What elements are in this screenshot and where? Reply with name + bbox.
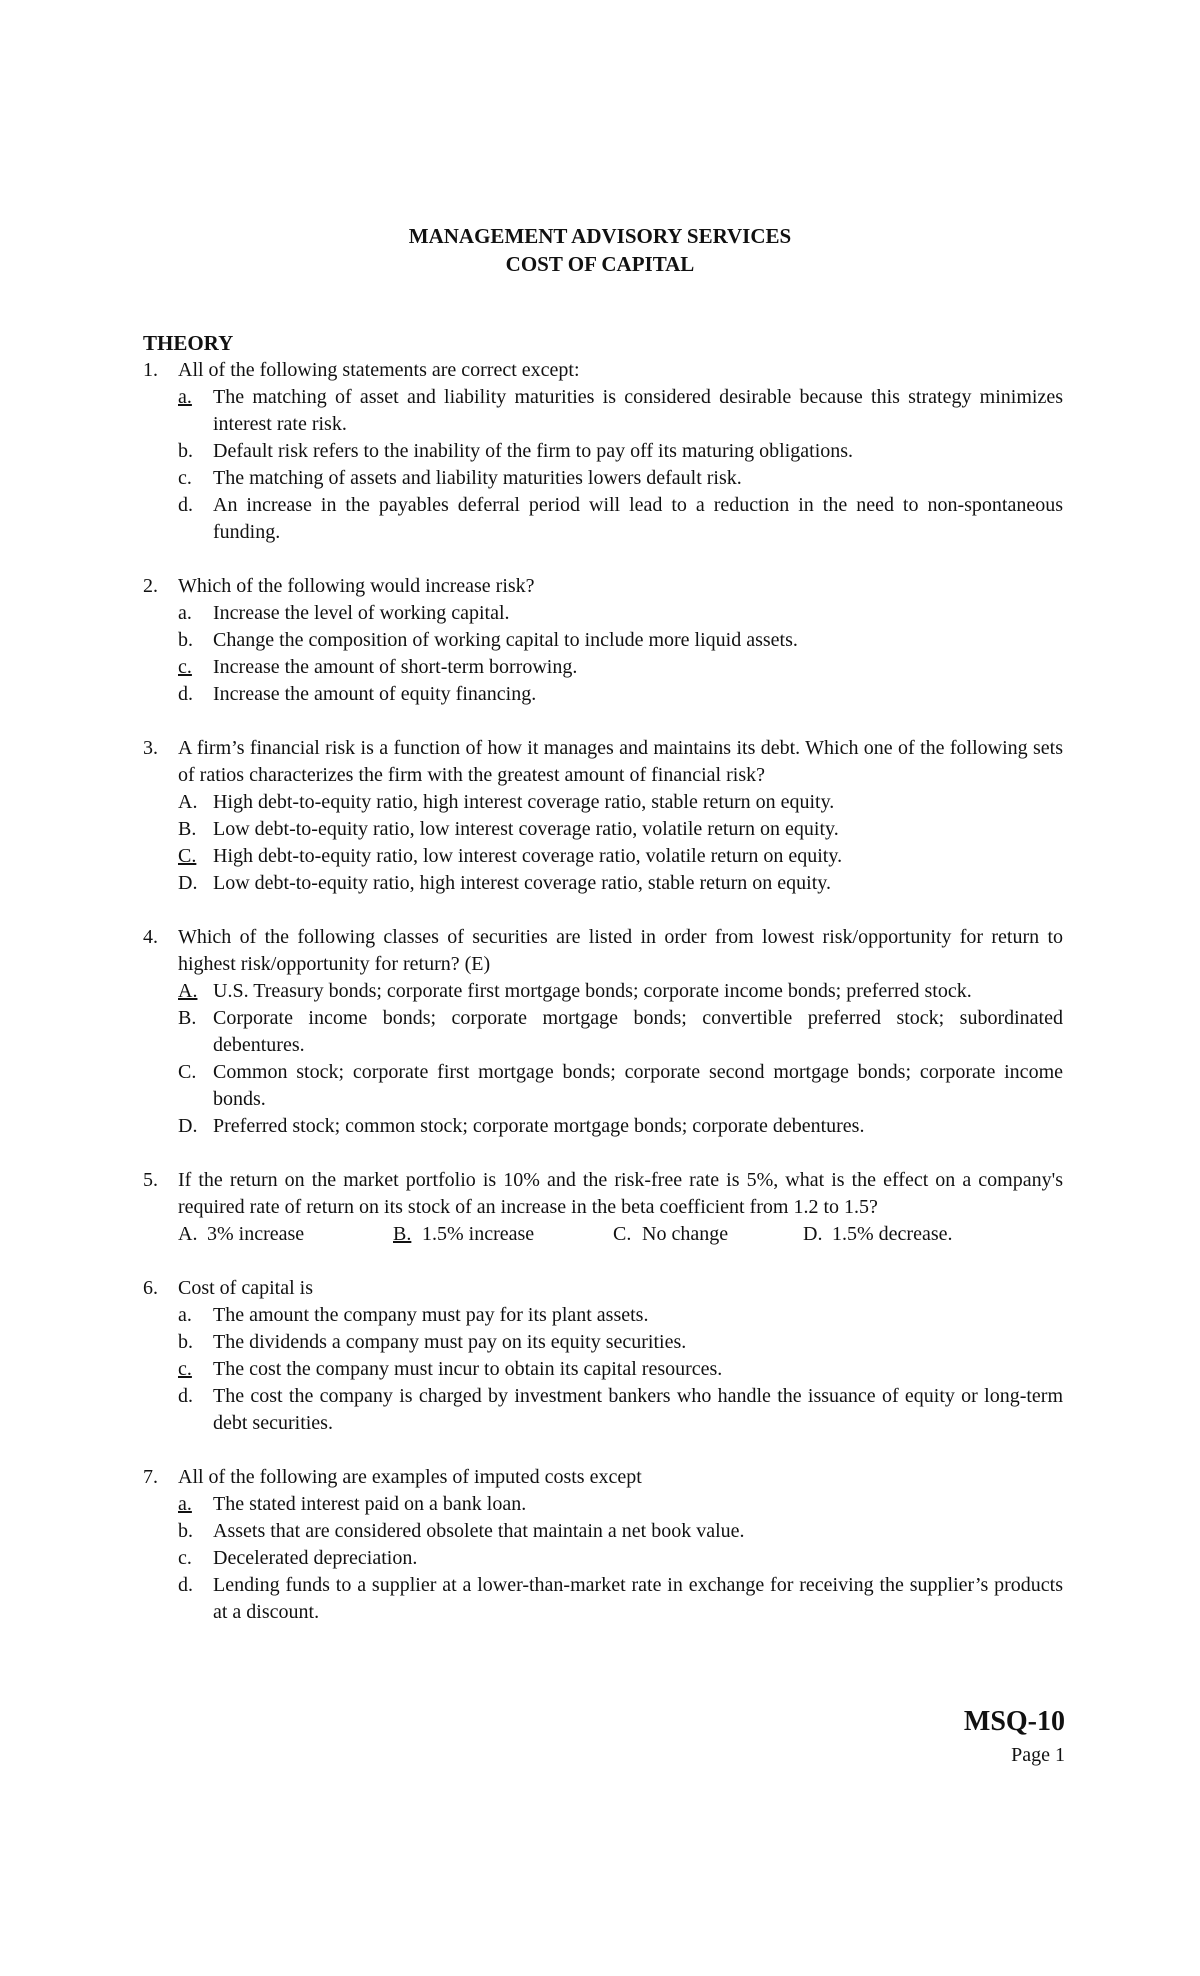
question-text: All of the following are examples of imputed costs except <box>178 1466 642 1488</box>
option-item <box>178 789 1063 816</box>
option-item <box>178 1383 1063 1437</box>
option-letter-correct: A. <box>178 980 198 1002</box>
option-text: Corporate income bonds; corporate mortgage bonds; convertible preferred stock; subordinated debentures. <box>213 1007 1063 1056</box>
page-number: Page 1 <box>1011 1744 1065 1766</box>
option-text: No change <box>642 1223 729 1245</box>
option-item <box>178 1545 1063 1572</box>
section-heading: THEORY <box>143 331 234 355</box>
option-letter: B. <box>178 818 197 840</box>
option-text: An increase in the payables deferral period will lead to a reduction in the need to non-spontaneous funding. <box>213 494 1063 543</box>
question-2 <box>143 573 1063 708</box>
question-number: 4. <box>143 926 158 948</box>
option-item <box>178 681 1063 708</box>
option-item <box>178 465 1063 492</box>
question-3 <box>143 735 1063 897</box>
option-letter: b. <box>178 629 193 651</box>
option-text: The matching of asset and liability maturities is considered desirable because this strategy minimizes interest rate risk. <box>213 386 1063 435</box>
question-text: Which of the following classes of securities are listed in order from lowest risk/opportunity for return to highest risk/opportunity for return? (E) <box>178 926 1063 975</box>
option-item <box>178 1221 393 1248</box>
option-letter: d. <box>178 1385 193 1407</box>
option-letter: d. <box>178 1574 193 1596</box>
option-letter: B. <box>178 1007 197 1029</box>
option-item <box>178 816 1063 843</box>
option-text: Assets that are considered obsolete that maintain a net book value. <box>213 1520 745 1542</box>
option-text: 1.5% decrease. <box>832 1223 953 1245</box>
option-text: High debt-to-equity ratio, low interest coverage ratio, volatile return on equity. <box>213 845 843 867</box>
option-letter: c. <box>178 467 192 489</box>
option-text: Preferred stock; common stock; corporate mortgage bonds; corporate debentures. <box>213 1115 865 1137</box>
question-number: 6. <box>143 1277 158 1299</box>
option-item <box>178 1572 1063 1626</box>
option-text: 1.5% increase <box>422 1223 535 1245</box>
document-subtitle: COST OF CAPITAL <box>505 252 695 276</box>
option-text: Increase the amount of equity financing. <box>213 683 537 705</box>
question-4 <box>143 924 1063 1140</box>
option-item <box>178 1491 1063 1518</box>
option-list <box>178 978 1063 1140</box>
option-item <box>178 1059 1063 1113</box>
option-text: U.S. Treasury bonds; corporate first mortgage bonds; corporate income bonds; preferred stock. <box>213 980 972 1002</box>
option-text: The dividends a company must pay on its equity securities. <box>213 1331 687 1353</box>
option-text: Change the composition of working capital to include more liquid assets. <box>213 629 798 651</box>
question-text: Cost of capital is <box>178 1277 313 1299</box>
question-text: A firm’s financial risk is a function of how it manages and maintains its debt. Which one of the following sets of ratios characterizes the firm with the greatest amount of financial risk? <box>178 737 1063 786</box>
option-item <box>178 384 1063 438</box>
option-text: Low debt-to-equity ratio, high interest coverage ratio, stable return on equity. <box>213 872 831 894</box>
option-list-inline <box>178 1221 1063 1248</box>
option-text: 3% increase <box>207 1223 305 1245</box>
document-title: MANAGEMENT ADVISORY SERVICES <box>408 224 792 248</box>
option-text: The cost the company must incur to obtain its capital resources. <box>213 1358 723 1380</box>
option-letter: C. <box>178 1061 197 1083</box>
option-item <box>178 1005 1063 1059</box>
option-letter: C. <box>613 1223 632 1245</box>
question-number: 1. <box>143 359 158 381</box>
option-letter: A. <box>178 791 198 813</box>
document-header <box>0 222 1200 278</box>
option-letter: d. <box>178 683 193 705</box>
option-letter: b. <box>178 1520 193 1542</box>
option-item <box>178 870 1063 897</box>
option-item <box>178 1113 1063 1140</box>
option-letter: c. <box>178 1547 192 1569</box>
option-letter: a. <box>178 1304 192 1326</box>
document-code: MSQ-10 <box>963 1706 1065 1737</box>
question-text: Which of the following would increase risk? <box>178 575 535 597</box>
option-item <box>393 1221 613 1248</box>
question-number: 3. <box>143 737 158 759</box>
option-text: Decelerated depreciation. <box>213 1547 418 1569</box>
document-body <box>143 330 1063 1653</box>
option-item <box>178 1302 1063 1329</box>
option-letter-correct: c. <box>178 1358 192 1380</box>
question-text: If the return on the market portfolio is 10% and the risk-free rate is 5%, what is the effect on a company's required rate of return on its stock of an increase in the beta coefficient from 1.2 to 1.5? <box>178 1169 1063 1218</box>
option-letter: D. <box>178 1115 198 1137</box>
option-letter: D. <box>178 872 198 894</box>
option-text: Low debt-to-equity ratio, low interest coverage ratio, volatile return on equity. <box>213 818 839 840</box>
option-letter-correct: a. <box>178 386 192 408</box>
option-list <box>178 789 1063 897</box>
option-item <box>178 978 1063 1005</box>
option-text: Increase the amount of short-term borrowing. <box>213 656 578 678</box>
option-item <box>178 627 1063 654</box>
option-letter-correct: c. <box>178 656 192 678</box>
option-text: Lending funds to a supplier at a lower-than-market rate in exchange for receiving the supplier’s products at a discount. <box>213 1574 1063 1623</box>
option-letter: b. <box>178 440 193 462</box>
option-text: The stated interest paid on a bank loan. <box>213 1493 527 1515</box>
question-1 <box>143 357 1063 546</box>
option-text: Increase the level of working capital. <box>213 602 510 624</box>
option-item <box>178 654 1063 681</box>
option-list <box>178 1302 1063 1437</box>
option-letter: b. <box>178 1331 193 1353</box>
option-item <box>178 438 1063 465</box>
option-item <box>803 1221 1003 1248</box>
question-number: 7. <box>143 1466 158 1488</box>
question-5 <box>143 1167 1063 1248</box>
option-text: The amount the company must pay for its plant assets. <box>213 1304 649 1326</box>
option-item <box>613 1221 803 1248</box>
option-letter: A. <box>178 1223 198 1245</box>
option-letter-correct: B. <box>393 1223 412 1245</box>
option-letter: D. <box>803 1223 823 1245</box>
question-number: 5. <box>143 1169 158 1191</box>
option-item <box>178 843 1063 870</box>
question-text: All of the following statements are correct except: <box>178 359 580 381</box>
option-letter-correct: a. <box>178 1493 192 1515</box>
question-number: 2. <box>143 575 158 597</box>
option-list <box>178 384 1063 546</box>
question-7 <box>143 1464 1063 1626</box>
option-letter: a. <box>178 602 192 624</box>
option-letter-correct: C. <box>178 845 197 867</box>
question-6 <box>143 1275 1063 1437</box>
option-list <box>178 1491 1063 1626</box>
option-text: The matching of assets and liability maturities lowers default risk. <box>213 467 742 489</box>
option-item <box>178 1356 1063 1383</box>
option-item <box>178 1518 1063 1545</box>
option-item <box>178 492 1063 546</box>
option-text: High debt-to-equity ratio, high interest coverage ratio, stable return on equity. <box>213 791 835 813</box>
option-text: The cost the company is charged by investment bankers who handle the issuance of equity or long-term debt securities. <box>213 1385 1063 1434</box>
option-letter: d. <box>178 494 193 516</box>
option-list <box>178 600 1063 708</box>
option-item <box>178 600 1063 627</box>
option-text: Default risk refers to the inability of the firm to pay off its maturing obligations. <box>213 440 854 462</box>
option-item <box>178 1329 1063 1356</box>
option-text: Common stock; corporate first mortgage bonds; corporate second mortgage bonds; corporate income bonds. <box>213 1061 1063 1110</box>
